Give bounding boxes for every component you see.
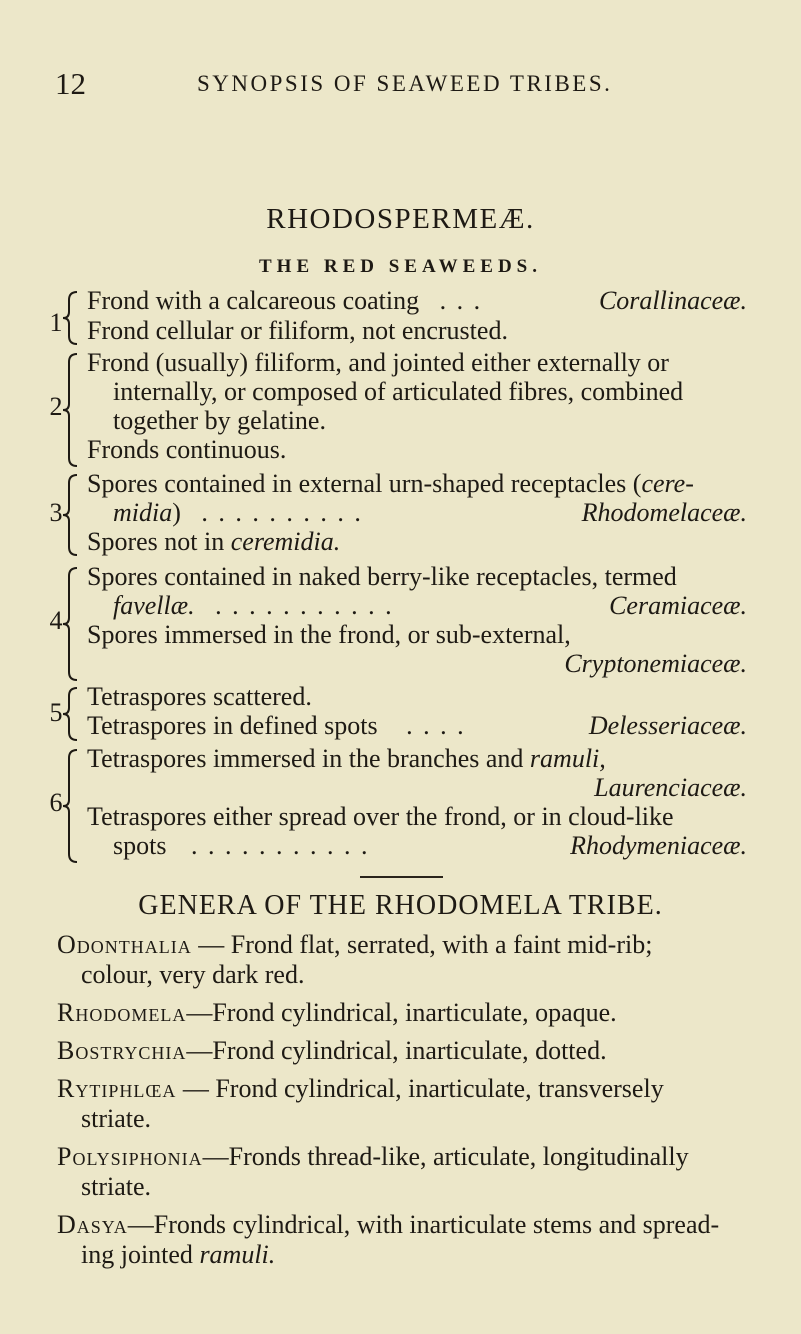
genus-description: Fronds cylindrical, with inarticulate stems and spread- — [153, 1210, 720, 1239]
running-head — [55, 66, 731, 100]
key-text: Tetraspores scattered. — [87, 682, 312, 711]
page-number: 12 — [55, 66, 86, 101]
key-text-italic: favellæ. — [113, 591, 195, 620]
genus-separator: — — [176, 1074, 216, 1103]
key-text: Spores contained in naked berry-like receptacles, termed — [87, 562, 677, 591]
dot-leader: . . . . . . . . . . — [201, 498, 363, 527]
genus-entry — [57, 1142, 689, 1172]
genus-separator: — — [202, 1142, 229, 1171]
family-name: Corallinaceæ. — [598, 286, 747, 315]
key-text: Tetraspores in defined spots — [87, 711, 378, 740]
brace-icon — [61, 566, 79, 682]
key-line — [87, 802, 747, 832]
key-line — [87, 527, 747, 557]
genus-entry-continued — [81, 1240, 275, 1270]
key-text: Spores contained in external urn-shaped receptacles ( — [87, 469, 642, 498]
brace-icon — [61, 473, 79, 557]
section-divider — [360, 876, 443, 878]
key-text: internally, or composed of articulated fibres, combined — [113, 377, 684, 406]
key-line — [113, 498, 747, 528]
genus-name: Dasya — [57, 1210, 128, 1239]
couplet-number: 5 — [49, 698, 63, 727]
genus-separator: — — [186, 1036, 213, 1065]
genus-entry-continued — [81, 1104, 151, 1134]
key-text: Fronds continuous. — [87, 435, 287, 464]
genus-description: Frond cylindrical, inarticulate, dotted. — [212, 1036, 607, 1065]
genus-description: striate. — [81, 1172, 152, 1201]
key-text: together by gelatine. — [113, 406, 326, 435]
brace-icon — [61, 748, 79, 864]
genus-description: striate. — [81, 1104, 152, 1133]
key-text-italic: ramuli, — [529, 744, 606, 773]
key-text: Spores not in — [87, 527, 231, 556]
couplet-number: 4 — [49, 606, 63, 635]
key-line — [87, 620, 747, 650]
key-line — [87, 711, 747, 741]
family-name: Ceramiaceæ. — [609, 591, 747, 620]
key-line — [87, 348, 747, 378]
dot-leader: . . . . . . . . . . . — [215, 591, 394, 620]
key-line — [87, 286, 747, 316]
key-text: Frond cellular or filiform, not encrusted. — [87, 316, 508, 345]
dot-leader: . . . . . . . . . . . — [190, 831, 370, 860]
key-line — [87, 316, 747, 346]
genus-separator: — — [127, 1210, 154, 1239]
key-line — [87, 682, 747, 712]
genus-name: Polysiphonia — [57, 1142, 203, 1171]
couplet-number: 2 — [49, 392, 63, 421]
couplet-number: 3 — [49, 498, 63, 527]
genus-description: colour, very dark red. — [81, 960, 305, 989]
key-text-italic: cere- — [641, 469, 694, 498]
genus-entry — [57, 1074, 664, 1104]
key-text: Tetraspores immersed in the branches and — [87, 744, 530, 773]
key-line — [87, 469, 747, 499]
genera-title: GENERA OF THE RHODOMELA TRIBE. — [138, 890, 663, 921]
genus-entry — [57, 930, 652, 960]
dot-leader: . . . . — [406, 711, 466, 740]
genus-entry-continued — [81, 960, 304, 990]
section-title: RHODOSPERMEÆ. — [266, 203, 535, 235]
genus-name: Rhodomela — [57, 998, 187, 1027]
key-line — [87, 435, 747, 465]
genus-description-italic: ramuli. — [199, 1240, 276, 1269]
genus-entry-continued — [81, 1172, 151, 1202]
key-text-italic: midia — [113, 498, 173, 527]
key-line — [113, 406, 747, 436]
brace-icon — [61, 352, 79, 468]
genus-separator: — — [186, 998, 213, 1027]
key-text-italic: ceremidia. — [230, 527, 341, 556]
family-name: Rhodymeniaceæ. — [570, 831, 747, 860]
genus-name: Odonthalia — [57, 930, 192, 959]
running-title: SYNOPSIS OF SEAWEED TRIBES. — [197, 71, 613, 96]
family-name: Delesseriaceæ. — [588, 711, 747, 740]
family-name: Laurenciaceæ. — [594, 773, 747, 802]
genus-name: Bostrychia — [57, 1036, 187, 1065]
key-text: ) — [172, 498, 181, 527]
family-name: Cryptonemiaceæ. — [564, 649, 747, 678]
key-line — [113, 377, 747, 407]
dot-leader: . . . — [439, 286, 483, 315]
genus-separator: — — [191, 930, 231, 959]
genus-description: ing jointed — [81, 1240, 200, 1269]
section-subtitle: THE RED SEAWEEDS. — [259, 256, 542, 277]
brace-icon — [61, 686, 79, 742]
key-line — [87, 562, 747, 592]
genus-entry — [57, 1036, 607, 1066]
genus-description: Frond cylindrical, inarticulate, transversely — [215, 1074, 664, 1103]
genus-description: Frond cylindrical, inarticulate, opaque. — [212, 998, 617, 1027]
key-text: Spores immersed in the frond, or sub-external, — [87, 620, 571, 649]
key-text: Frond with a calcareous coating — [87, 286, 420, 315]
family-name: Rhodomelaceæ. — [581, 498, 747, 527]
key-text: Frond (usually) filiform, and jointed either externally or — [87, 348, 669, 377]
genus-description: Fronds thread-like, articulate, longitudinally — [228, 1142, 689, 1171]
couplet-number: 1 — [49, 308, 63, 337]
key-line — [113, 831, 747, 861]
couplet-number: 6 — [49, 788, 63, 817]
genus-description: Frond flat, serrated, with a faint mid-rib; — [230, 930, 653, 959]
genus-entry — [57, 1210, 719, 1240]
key-line — [113, 591, 747, 621]
brace-icon — [61, 290, 79, 346]
key-line — [87, 744, 747, 774]
genus-name: Rytiphlœa — [57, 1074, 177, 1103]
genus-entry — [57, 998, 617, 1028]
key-text: Tetraspores either spread over the frond, or in cloud-like — [87, 802, 674, 831]
key-text: spots — [113, 831, 167, 860]
